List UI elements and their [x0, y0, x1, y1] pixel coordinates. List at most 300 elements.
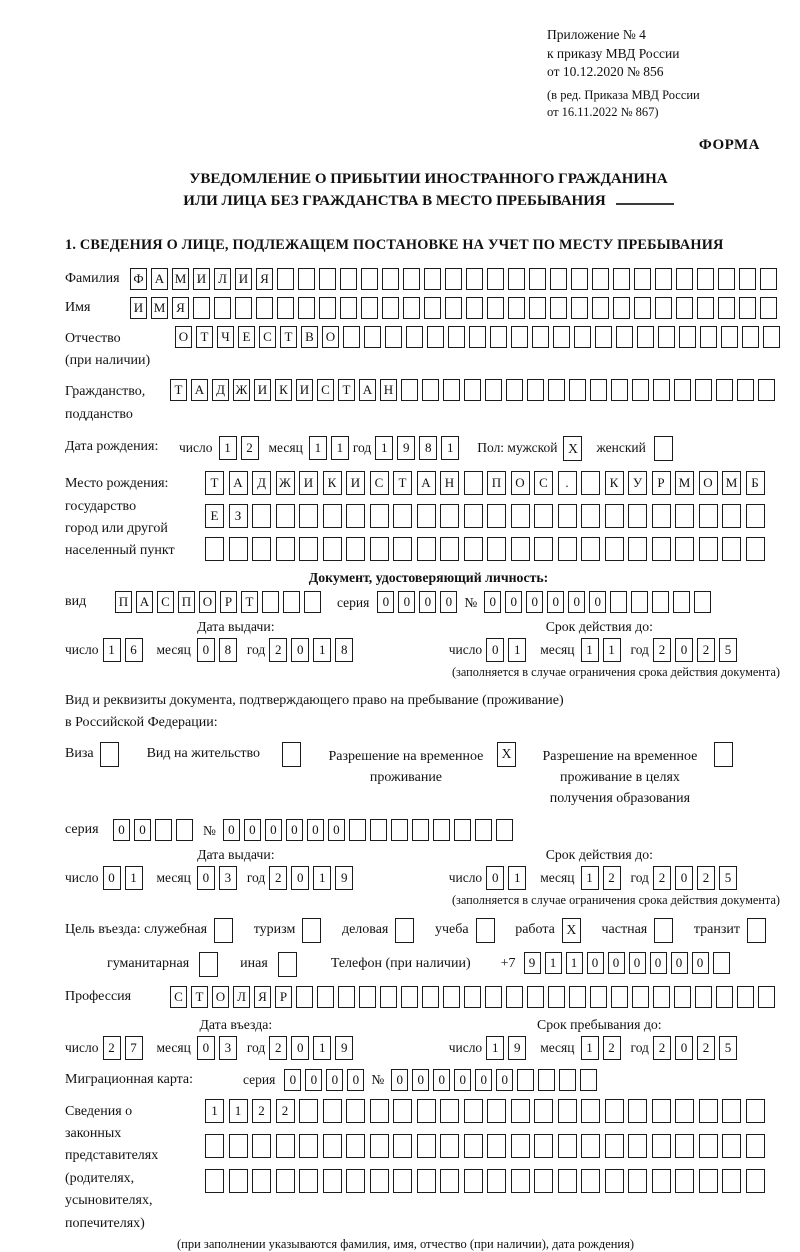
char-cell[interactable]	[299, 1134, 318, 1158]
char-cell[interactable]	[299, 1099, 318, 1123]
char-cell[interactable]	[675, 504, 694, 528]
char-cell[interactable]	[490, 326, 507, 348]
char-cell[interactable]	[401, 986, 418, 1008]
char-cell[interactable]	[610, 591, 627, 613]
char-cell[interactable]	[581, 471, 600, 495]
char-cell[interactable]	[346, 1134, 365, 1158]
char-cell[interactable]	[699, 1099, 718, 1123]
char-cell[interactable]: 1	[508, 638, 526, 662]
char-cell[interactable]	[448, 326, 465, 348]
char-cell[interactable]	[737, 986, 754, 1008]
char-cell[interactable]	[616, 326, 633, 348]
char-cell[interactable]: 1	[375, 436, 393, 460]
purpose-other-checkbox[interactable]	[278, 952, 297, 977]
char-cell[interactable]	[464, 537, 483, 561]
char-cell[interactable]: Н	[380, 379, 397, 401]
char-cell[interactable]: 0	[197, 1036, 215, 1060]
char-cell[interactable]: 3	[219, 1036, 237, 1060]
char-cell[interactable]	[276, 1169, 295, 1193]
char-cell[interactable]	[652, 1134, 671, 1158]
char-cell[interactable]	[393, 504, 412, 528]
char-cell[interactable]	[605, 504, 624, 528]
char-cell[interactable]	[443, 379, 460, 401]
char-cell[interactable]	[634, 268, 651, 290]
char-cell[interactable]: 1	[508, 866, 526, 890]
char-cell[interactable]	[628, 537, 647, 561]
char-cell[interactable]: 0	[419, 591, 436, 613]
char-cell[interactable]	[558, 537, 577, 561]
purpose-humanitarian-checkbox[interactable]	[199, 952, 218, 977]
char-cell[interactable]	[637, 326, 654, 348]
char-cell[interactable]: З	[229, 504, 248, 528]
char-cell[interactable]: И	[130, 297, 147, 319]
char-cell[interactable]: Л	[214, 268, 231, 290]
char-cell[interactable]	[464, 379, 481, 401]
char-cell[interactable]: О	[175, 326, 192, 348]
char-cell[interactable]	[464, 986, 481, 1008]
char-cell[interactable]	[440, 537, 459, 561]
char-cell[interactable]	[283, 591, 300, 613]
char-cell[interactable]	[506, 986, 523, 1008]
char-cell[interactable]	[675, 537, 694, 561]
char-cell[interactable]: 0	[692, 952, 709, 974]
char-cell[interactable]	[718, 268, 735, 290]
char-cell[interactable]	[485, 379, 502, 401]
char-cell[interactable]	[511, 1169, 530, 1193]
char-cell[interactable]: 0	[440, 591, 457, 613]
char-cell[interactable]	[422, 986, 439, 1008]
char-cell[interactable]	[464, 471, 483, 495]
char-cell[interactable]	[443, 986, 460, 1008]
char-cell[interactable]: П	[115, 591, 132, 613]
char-cell[interactable]: У	[628, 471, 647, 495]
char-cell[interactable]	[722, 1099, 741, 1123]
char-cell[interactable]: 1	[581, 638, 599, 662]
char-cell[interactable]	[276, 1134, 295, 1158]
char-cell[interactable]: 0	[197, 866, 215, 890]
char-cell[interactable]	[511, 504, 530, 528]
char-cell[interactable]: 0	[589, 591, 606, 613]
char-cell[interactable]	[299, 504, 318, 528]
char-cell[interactable]	[382, 268, 399, 290]
char-cell[interactable]	[529, 268, 546, 290]
char-cell[interactable]: М	[675, 471, 694, 495]
char-cell[interactable]: 0	[398, 591, 415, 613]
char-cell[interactable]	[323, 537, 342, 561]
char-cell[interactable]	[722, 504, 741, 528]
purpose-work-checkbox[interactable]: X	[562, 918, 581, 943]
char-cell[interactable]	[412, 819, 429, 841]
char-cell[interactable]: А	[417, 471, 436, 495]
char-cell[interactable]: Е	[205, 504, 224, 528]
char-cell[interactable]	[338, 986, 355, 1008]
char-cell[interactable]	[634, 297, 651, 319]
char-cell[interactable]: 0	[244, 819, 261, 841]
char-cell[interactable]: 1	[566, 952, 583, 974]
char-cell[interactable]	[340, 268, 357, 290]
char-cell[interactable]	[673, 591, 690, 613]
char-cell[interactable]: 1	[441, 436, 459, 460]
char-cell[interactable]: Ч	[217, 326, 234, 348]
char-cell[interactable]	[716, 379, 733, 401]
char-cell[interactable]: О	[212, 986, 229, 1008]
char-cell[interactable]: Р	[275, 986, 292, 1008]
char-cell[interactable]: Т	[191, 986, 208, 1008]
char-cell[interactable]	[739, 297, 756, 319]
char-cell[interactable]: .	[558, 471, 577, 495]
char-cell[interactable]	[343, 326, 360, 348]
char-cell[interactable]	[417, 1134, 436, 1158]
char-cell[interactable]: Т	[241, 591, 258, 613]
char-cell[interactable]: С	[157, 591, 174, 613]
char-cell[interactable]: А	[359, 379, 376, 401]
char-cell[interactable]	[323, 1099, 342, 1123]
char-cell[interactable]: 1	[313, 638, 331, 662]
char-cell[interactable]	[349, 819, 366, 841]
char-cell[interactable]: 2	[603, 1036, 621, 1060]
char-cell[interactable]	[393, 537, 412, 561]
char-cell[interactable]: Д	[212, 379, 229, 401]
char-cell[interactable]	[364, 326, 381, 348]
char-cell[interactable]	[440, 1169, 459, 1193]
char-cell[interactable]	[370, 537, 389, 561]
char-cell[interactable]	[262, 591, 279, 613]
char-cell[interactable]: 0	[134, 819, 151, 841]
char-cell[interactable]: 2	[276, 1099, 295, 1123]
char-cell[interactable]: 0	[608, 952, 625, 974]
char-cell[interactable]: 1	[313, 866, 331, 890]
char-cell[interactable]: 1	[486, 1036, 504, 1060]
char-cell[interactable]: 2	[697, 1036, 715, 1060]
char-cell[interactable]	[605, 1134, 624, 1158]
char-cell[interactable]	[299, 1169, 318, 1193]
char-cell[interactable]: 0	[328, 819, 345, 841]
char-cell[interactable]	[511, 326, 528, 348]
char-cell[interactable]: С	[259, 326, 276, 348]
char-cell[interactable]	[296, 986, 313, 1008]
char-cell[interactable]: 1	[205, 1099, 224, 1123]
char-cell[interactable]: К	[605, 471, 624, 495]
char-cell[interactable]	[592, 297, 609, 319]
char-cell[interactable]	[323, 1134, 342, 1158]
char-cell[interactable]	[229, 537, 248, 561]
char-cell[interactable]: 0	[291, 866, 309, 890]
char-cell[interactable]: 9	[397, 436, 415, 460]
char-cell[interactable]: 0	[377, 591, 394, 613]
purpose-transit-checkbox[interactable]	[747, 918, 766, 943]
char-cell[interactable]	[487, 537, 506, 561]
char-cell[interactable]: 1	[103, 638, 121, 662]
char-cell[interactable]	[403, 268, 420, 290]
char-cell[interactable]	[487, 1134, 506, 1158]
char-cell[interactable]	[214, 297, 231, 319]
char-cell[interactable]	[440, 504, 459, 528]
char-cell[interactable]	[370, 819, 387, 841]
purpose-official-checkbox[interactable]	[214, 918, 233, 943]
char-cell[interactable]	[605, 1169, 624, 1193]
char-cell[interactable]: 0	[113, 819, 130, 841]
char-cell[interactable]	[718, 297, 735, 319]
char-cell[interactable]: Т	[393, 471, 412, 495]
char-cell[interactable]	[746, 537, 765, 561]
char-cell[interactable]: 9	[524, 952, 541, 974]
char-cell[interactable]	[695, 986, 712, 1008]
char-cell[interactable]	[506, 379, 523, 401]
char-cell[interactable]	[464, 1134, 483, 1158]
char-cell[interactable]: И	[346, 471, 365, 495]
char-cell[interactable]: 0	[496, 1069, 513, 1091]
char-cell[interactable]	[496, 819, 513, 841]
char-cell[interactable]	[487, 504, 506, 528]
char-cell[interactable]	[487, 297, 504, 319]
char-cell[interactable]: И	[296, 379, 313, 401]
char-cell[interactable]: 2	[653, 866, 671, 890]
char-cell[interactable]: 2	[241, 436, 259, 460]
char-cell[interactable]: 6	[125, 638, 143, 662]
char-cell[interactable]: 0	[526, 591, 543, 613]
char-cell[interactable]: 0	[284, 1069, 301, 1091]
char-cell[interactable]: А	[191, 379, 208, 401]
char-cell[interactable]	[653, 379, 670, 401]
char-cell[interactable]: А	[229, 471, 248, 495]
char-cell[interactable]	[658, 326, 675, 348]
char-cell[interactable]	[592, 268, 609, 290]
char-cell[interactable]: 1	[229, 1099, 248, 1123]
char-cell[interactable]: П	[178, 591, 195, 613]
char-cell[interactable]	[256, 297, 273, 319]
char-cell[interactable]: 0	[197, 638, 215, 662]
char-cell[interactable]: Ф	[130, 268, 147, 290]
char-cell[interactable]	[699, 537, 718, 561]
char-cell[interactable]	[370, 1099, 389, 1123]
char-cell[interactable]: С	[370, 471, 389, 495]
char-cell[interactable]	[675, 1169, 694, 1193]
char-cell[interactable]	[485, 986, 502, 1008]
char-cell[interactable]: Р	[652, 471, 671, 495]
char-cell[interactable]	[758, 986, 775, 1008]
char-cell[interactable]: 0	[505, 591, 522, 613]
char-cell[interactable]: Я	[254, 986, 271, 1008]
char-cell[interactable]	[193, 297, 210, 319]
char-cell[interactable]	[628, 1169, 647, 1193]
char-cell[interactable]: 0	[671, 952, 688, 974]
char-cell[interactable]	[277, 297, 294, 319]
char-cell[interactable]	[361, 268, 378, 290]
char-cell[interactable]	[511, 1099, 530, 1123]
char-cell[interactable]	[559, 1069, 576, 1091]
char-cell[interactable]	[655, 297, 672, 319]
char-cell[interactable]: О	[199, 591, 216, 613]
char-cell[interactable]: П	[487, 471, 506, 495]
char-cell[interactable]	[511, 1134, 530, 1158]
char-cell[interactable]	[571, 268, 588, 290]
char-cell[interactable]	[558, 1134, 577, 1158]
char-cell[interactable]: 0	[486, 866, 504, 890]
char-cell[interactable]	[760, 297, 777, 319]
char-cell[interactable]: 2	[653, 1036, 671, 1060]
char-cell[interactable]	[699, 504, 718, 528]
char-cell[interactable]	[581, 1169, 600, 1193]
char-cell[interactable]: 0	[223, 819, 240, 841]
char-cell[interactable]	[440, 1134, 459, 1158]
char-cell[interactable]	[346, 504, 365, 528]
char-cell[interactable]	[417, 537, 436, 561]
char-cell[interactable]: 0	[286, 819, 303, 841]
char-cell[interactable]: И	[193, 268, 210, 290]
char-cell[interactable]	[454, 819, 471, 841]
char-cell[interactable]	[380, 986, 397, 1008]
char-cell[interactable]: 2	[269, 1036, 287, 1060]
char-cell[interactable]: Ж	[276, 471, 295, 495]
char-cell[interactable]	[298, 297, 315, 319]
char-cell[interactable]	[699, 1134, 718, 1158]
char-cell[interactable]	[508, 297, 525, 319]
char-cell[interactable]	[628, 1099, 647, 1123]
char-cell[interactable]	[517, 1069, 534, 1091]
char-cell[interactable]: 9	[508, 1036, 526, 1060]
char-cell[interactable]	[534, 1169, 553, 1193]
char-cell[interactable]: О	[699, 471, 718, 495]
char-cell[interactable]: 8	[419, 436, 437, 460]
visa-checkbox[interactable]	[100, 742, 119, 767]
char-cell[interactable]: И	[235, 268, 252, 290]
char-cell[interactable]	[417, 1169, 436, 1193]
char-cell[interactable]	[581, 537, 600, 561]
char-cell[interactable]: 2	[103, 1036, 121, 1060]
char-cell[interactable]	[700, 326, 717, 348]
char-cell[interactable]: 0	[568, 591, 585, 613]
char-cell[interactable]: 0	[486, 638, 504, 662]
char-cell[interactable]	[393, 1134, 412, 1158]
char-cell[interactable]: 1	[309, 436, 327, 460]
char-cell[interactable]: 2	[269, 866, 287, 890]
char-cell[interactable]: К	[275, 379, 292, 401]
char-cell[interactable]	[605, 1099, 624, 1123]
char-cell[interactable]: 8	[335, 638, 353, 662]
char-cell[interactable]: М	[151, 297, 168, 319]
char-cell[interactable]	[548, 379, 565, 401]
char-cell[interactable]: Л	[233, 986, 250, 1008]
char-cell[interactable]	[746, 1169, 765, 1193]
char-cell[interactable]	[553, 326, 570, 348]
char-cell[interactable]: С	[170, 986, 187, 1008]
char-cell[interactable]: 0	[291, 638, 309, 662]
char-cell[interactable]: И	[299, 471, 318, 495]
char-cell[interactable]: 1	[125, 866, 143, 890]
char-cell[interactable]	[277, 268, 294, 290]
char-cell[interactable]	[548, 986, 565, 1008]
char-cell[interactable]	[370, 1169, 389, 1193]
char-cell[interactable]	[581, 1099, 600, 1123]
char-cell[interactable]	[385, 326, 402, 348]
char-cell[interactable]	[445, 297, 462, 319]
char-cell[interactable]	[737, 379, 754, 401]
char-cell[interactable]	[393, 1169, 412, 1193]
char-cell[interactable]	[346, 1169, 365, 1193]
char-cell[interactable]	[229, 1134, 248, 1158]
char-cell[interactable]: 2	[269, 638, 287, 662]
char-cell[interactable]	[229, 1169, 248, 1193]
temp-residence-edu-checkbox[interactable]	[714, 742, 733, 767]
char-cell[interactable]	[317, 986, 334, 1008]
char-cell[interactable]	[611, 379, 628, 401]
char-cell[interactable]	[534, 1134, 553, 1158]
char-cell[interactable]	[532, 326, 549, 348]
char-cell[interactable]	[155, 819, 172, 841]
char-cell[interactable]	[613, 297, 630, 319]
char-cell[interactable]	[406, 326, 423, 348]
char-cell[interactable]: 0	[675, 638, 693, 662]
char-cell[interactable]: 8	[219, 638, 237, 662]
char-cell[interactable]	[652, 504, 671, 528]
char-cell[interactable]: С	[317, 379, 334, 401]
purpose-study-checkbox[interactable]	[476, 918, 495, 943]
char-cell[interactable]	[427, 326, 444, 348]
char-cell[interactable]	[276, 504, 295, 528]
char-cell[interactable]	[252, 504, 271, 528]
char-cell[interactable]: 2	[697, 638, 715, 662]
char-cell[interactable]	[205, 1169, 224, 1193]
char-cell[interactable]	[464, 504, 483, 528]
char-cell[interactable]	[534, 504, 553, 528]
char-cell[interactable]: 2	[252, 1099, 271, 1123]
char-cell[interactable]	[652, 1099, 671, 1123]
char-cell[interactable]: М	[722, 471, 741, 495]
char-cell[interactable]	[534, 537, 553, 561]
char-cell[interactable]: М	[172, 268, 189, 290]
char-cell[interactable]	[433, 819, 450, 841]
char-cell[interactable]	[445, 268, 462, 290]
char-cell[interactable]	[487, 268, 504, 290]
residence-permit-checkbox[interactable]	[282, 742, 301, 767]
char-cell[interactable]	[653, 986, 670, 1008]
char-cell[interactable]	[739, 268, 756, 290]
char-cell[interactable]	[674, 379, 691, 401]
char-cell[interactable]: 0	[475, 1069, 492, 1091]
char-cell[interactable]	[538, 1069, 555, 1091]
char-cell[interactable]	[558, 1169, 577, 1193]
sex-female-checkbox[interactable]	[654, 436, 673, 461]
char-cell[interactable]: С	[534, 471, 553, 495]
char-cell[interactable]: 2	[653, 638, 671, 662]
char-cell[interactable]	[466, 297, 483, 319]
char-cell[interactable]	[742, 326, 759, 348]
char-cell[interactable]	[176, 819, 193, 841]
char-cell[interactable]	[401, 379, 418, 401]
char-cell[interactable]: 1	[581, 866, 599, 890]
char-cell[interactable]: Ж	[233, 379, 250, 401]
char-cell[interactable]	[527, 986, 544, 1008]
char-cell[interactable]	[632, 986, 649, 1008]
char-cell[interactable]: 0	[433, 1069, 450, 1091]
char-cell[interactable]	[713, 952, 730, 974]
char-cell[interactable]: 1	[545, 952, 562, 974]
char-cell[interactable]	[323, 1169, 342, 1193]
char-cell[interactable]	[655, 268, 672, 290]
char-cell[interactable]: Е	[238, 326, 255, 348]
char-cell[interactable]: 5	[719, 1036, 737, 1060]
char-cell[interactable]	[697, 297, 714, 319]
char-cell[interactable]: 0	[291, 1036, 309, 1060]
char-cell[interactable]	[511, 537, 530, 561]
char-cell[interactable]	[722, 537, 741, 561]
char-cell[interactable]	[632, 379, 649, 401]
char-cell[interactable]: Я	[256, 268, 273, 290]
char-cell[interactable]: Я	[172, 297, 189, 319]
char-cell[interactable]	[424, 268, 441, 290]
char-cell[interactable]	[605, 537, 624, 561]
purpose-tourism-checkbox[interactable]	[302, 918, 321, 943]
